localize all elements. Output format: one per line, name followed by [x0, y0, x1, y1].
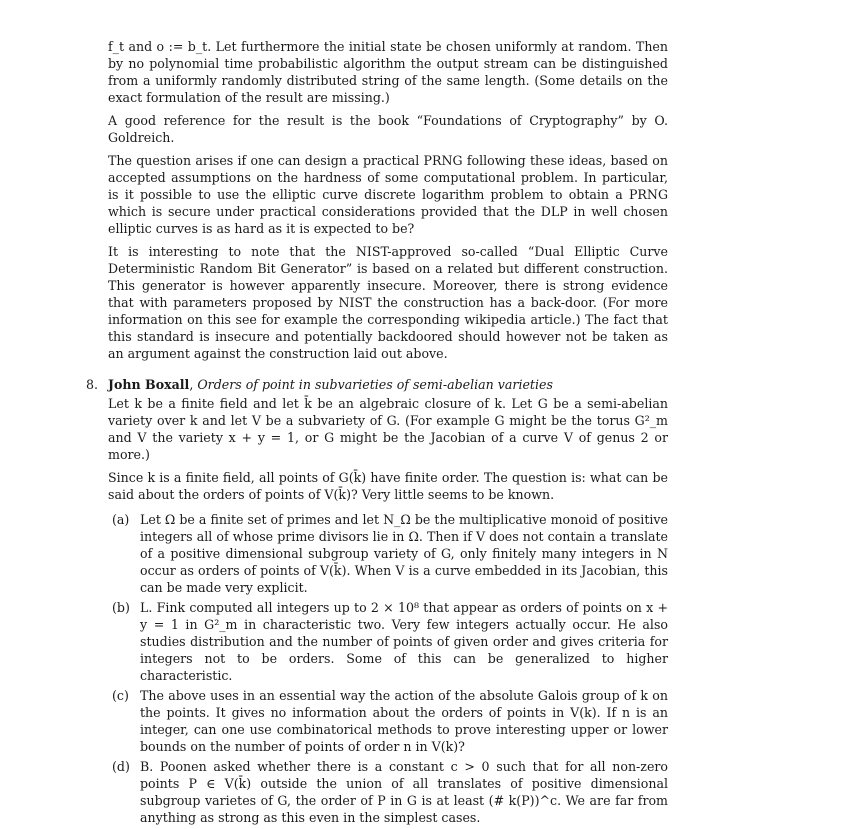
section-8 — [86, 376, 668, 826]
item-label: (d) — [112, 759, 130, 774]
section-heading — [86, 376, 668, 393]
item-label: (c) — [112, 688, 129, 703]
item-label: (a) — [112, 512, 130, 527]
section-paragraph-2: Since k is a finite field, all points of G(k̄) have finite order. The question is: what can be said about the orders of points of V(k̄)? Very little seems to be known. — [108, 470, 668, 502]
text-column — [86, 38, 668, 829]
section-number: 8. — [86, 377, 99, 392]
question-list — [112, 511, 668, 826]
intro-paragraph-2: A good reference for the result is the book “Foundations of Cryptography” by O. Goldreich. — [108, 113, 668, 145]
item-text: L. Fink computed all integers up to 2 × 10⁸ that appear as orders of points on x + y = 1 in G²_m in characteristic two. Very few integers actually occur. He also studies distribution and the number of points of given order and gives criteria for integers not to be orders. Some of this can be generalized to higher characteristic. — [140, 600, 668, 683]
intro-paragraph-4: It is interesting to note that the NIST-approved so-called “Dual Elliptic Curve Deterministic Random Bit Generator” is based on a related but different construction. This generator is however apparently insecure. Moreover, there is strong evidence that with parameters proposed by NIST the construction has a back-door. (For more information on this see for example the corresponding wikipedia article.) The fact that this standard is insecure and potentially backdoored should however not be taken as an argument against the construction laid out above. — [108, 244, 668, 361]
intro-paragraph-1: f_t and o := b_t. Let furthermore the initial state be chosen uniformly at random. Then by no polynomial time probabilistic algorithm the output stream can be distinguished from a uniformly randomly distributed string of the same length. (Some details on the exact formulation of the result are missing.) — [108, 39, 668, 105]
intro-paragraph-3: The question arises if one can design a practical PRNG following these ideas, based on accepted assumptions on the hardness of some computational problem. In particular, is it possible to use the elliptic curve discrete logarithm problem to obtain a PRNG which is secure under practical considerations provided that the DLP in well chosen elliptic curves is as hard as it is expected to be? — [108, 153, 668, 236]
section-author: John Boxall — [108, 377, 190, 392]
list-item — [112, 511, 668, 596]
section-paragraph-1: Let k be a finite field and let k̄ be an algebraic closure of k. Let G be a semi-abelian variety over k and let V be a subvariety of G. (For example G might be the torus G²_m and V the variety x + y = 1, or G might be the Jacobian of a curve V of genus 2 or more.) — [108, 396, 668, 462]
item-text: B. Poonen asked whether there is a constant c > 0 such that for all non-zero points P ∈ V(k̄) outside the union of all translates of positive dimensional subgroup varietes of G, the order of P in G is at least (# k(P))^c. We are far from anything as strong as this even in the simplest cases. — [140, 759, 668, 825]
list-item — [112, 758, 668, 826]
heading-separator: , — [189, 377, 198, 392]
item-label: (b) — [112, 600, 130, 615]
list-item — [112, 687, 668, 755]
list-item — [112, 599, 668, 684]
item-text: Let Ω be a finite set of primes and let N_Ω be the multiplicative monoid of positive integers all of whose prime divisors lie in Ω. Then if V does not contain a translate of a positive dimensional subgroup variety of G, only finitely many integers in N occur as orders of points of V(k̄). When V is a curve embedded in its Jacobian, this can be made very explicit. — [140, 512, 668, 595]
section-title: Orders of point in subvarieties of semi-abelian varieties — [197, 377, 553, 392]
item-text: The above uses in an essential way the action of the absolute Galois group of k on the points. It gives no information about the orders of points in V(k). If n is an integer, can one use combinatorical methods to prove interesting upper or lower bounds on the number of points of order n in V(k)? — [140, 688, 668, 754]
